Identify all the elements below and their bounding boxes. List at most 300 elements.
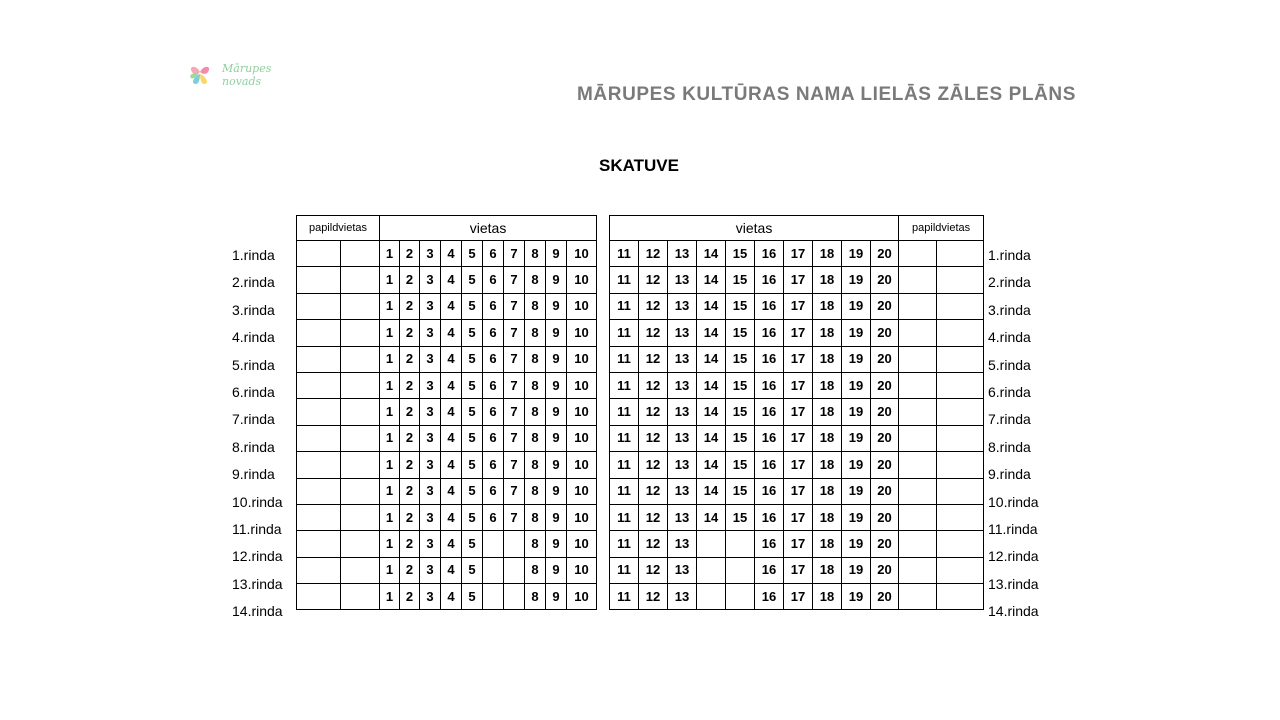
seat-cell: 13 bbox=[668, 293, 697, 319]
seat-cell: 19 bbox=[842, 346, 871, 372]
extra-seat-cell bbox=[297, 452, 341, 478]
seat-cell: 18 bbox=[813, 372, 842, 398]
logo-text: Mārupes novads bbox=[222, 62, 272, 88]
seat-cell: 17 bbox=[784, 346, 813, 372]
seat-cell: 19 bbox=[842, 293, 871, 319]
seat-cell: 3 bbox=[420, 399, 441, 425]
seat-cell: 3 bbox=[420, 267, 441, 293]
seat-cell: 19 bbox=[842, 531, 871, 557]
extra-seat-cell bbox=[899, 372, 937, 398]
seat-cell: 11 bbox=[610, 557, 639, 583]
empty-seat-cell bbox=[483, 531, 504, 557]
seat-cell: 10 bbox=[567, 267, 597, 293]
seat-cell: 10 bbox=[567, 584, 597, 610]
seat-cell: 4 bbox=[441, 346, 462, 372]
seat-cell: 18 bbox=[813, 320, 842, 346]
seat-row bbox=[610, 293, 984, 319]
seat-cell: 16 bbox=[755, 557, 784, 583]
seat-cell: 3 bbox=[420, 241, 441, 267]
extra-seat-cell bbox=[297, 267, 341, 293]
seat-cell: 12 bbox=[639, 452, 668, 478]
row-label: 8.rinda bbox=[232, 438, 275, 455]
seat-cell: 4 bbox=[441, 320, 462, 346]
seat-row bbox=[610, 425, 984, 451]
seat-cell: 10 bbox=[567, 531, 597, 557]
seat-cell: 1 bbox=[380, 267, 400, 293]
seat-cell: 2 bbox=[400, 372, 420, 398]
seat-cell: 8 bbox=[525, 346, 546, 372]
empty-seat-cell bbox=[726, 584, 755, 610]
seat-cell: 7 bbox=[504, 504, 525, 530]
seat-row bbox=[297, 267, 597, 293]
seat-cell: 15 bbox=[726, 452, 755, 478]
extra-seat-cell bbox=[297, 504, 341, 530]
seat-cell: 7 bbox=[504, 241, 525, 267]
extra-seat-cell bbox=[341, 584, 380, 610]
seat-cell: 5 bbox=[462, 320, 483, 346]
seat-cell: 16 bbox=[755, 399, 784, 425]
seat-cell: 3 bbox=[420, 293, 441, 319]
seat-cell: 5 bbox=[462, 478, 483, 504]
seat-cell: 2 bbox=[400, 425, 420, 451]
row-label: 4.rinda bbox=[988, 329, 1031, 346]
extra-seat-cell bbox=[297, 293, 341, 319]
seat-cell: 4 bbox=[441, 531, 462, 557]
seat-cell: 10 bbox=[567, 346, 597, 372]
seat-cell: 14 bbox=[697, 293, 726, 319]
seat-cell: 5 bbox=[462, 584, 483, 610]
seat-cell: 8 bbox=[525, 557, 546, 583]
seat-cell: 4 bbox=[441, 241, 462, 267]
seat-cell: 8 bbox=[525, 320, 546, 346]
seat-cell: 1 bbox=[380, 478, 400, 504]
seat-cell: 11 bbox=[610, 372, 639, 398]
seat-cell: 1 bbox=[380, 531, 400, 557]
seat-cell: 4 bbox=[441, 372, 462, 398]
seat-cell: 12 bbox=[639, 320, 668, 346]
row-label: 12.rinda bbox=[232, 548, 283, 565]
extra-seat-cell bbox=[341, 399, 380, 425]
seat-cell: 8 bbox=[525, 584, 546, 610]
seat-cell: 20 bbox=[871, 346, 899, 372]
seat-cell: 2 bbox=[400, 399, 420, 425]
seat-cell: 3 bbox=[420, 320, 441, 346]
seat-cell: 17 bbox=[784, 504, 813, 530]
seat-cell: 15 bbox=[726, 320, 755, 346]
seat-cell: 6 bbox=[483, 346, 504, 372]
seat-cell: 8 bbox=[525, 531, 546, 557]
empty-seat-cell bbox=[504, 531, 525, 557]
seat-cell: 10 bbox=[567, 320, 597, 346]
seat-cell: 19 bbox=[842, 557, 871, 583]
extra-seat-cell bbox=[937, 346, 984, 372]
seat-cell: 19 bbox=[842, 241, 871, 267]
seat-cell: 15 bbox=[726, 372, 755, 398]
seat-cell: 5 bbox=[462, 241, 483, 267]
row-label: 12.rinda bbox=[988, 548, 1039, 565]
seat-cell: 10 bbox=[567, 241, 597, 267]
extra-seat-cell bbox=[899, 531, 937, 557]
seat-cell: 4 bbox=[441, 478, 462, 504]
seat-cell: 14 bbox=[697, 241, 726, 267]
seat-cell: 2 bbox=[400, 478, 420, 504]
seat-cell: 8 bbox=[525, 452, 546, 478]
seat-cell: 4 bbox=[441, 267, 462, 293]
seat-row bbox=[297, 399, 597, 425]
seat-cell: 8 bbox=[525, 425, 546, 451]
seat-cell: 1 bbox=[380, 399, 400, 425]
seat-cell: 11 bbox=[610, 293, 639, 319]
seat-cell: 9 bbox=[546, 557, 567, 583]
extra-seat-cell bbox=[341, 478, 380, 504]
seat-cell: 5 bbox=[462, 425, 483, 451]
seat-cell: 3 bbox=[420, 504, 441, 530]
extra-seat-cell bbox=[341, 557, 380, 583]
seat-cell: 12 bbox=[639, 557, 668, 583]
seat-cell: 17 bbox=[784, 241, 813, 267]
seat-cell: 9 bbox=[546, 531, 567, 557]
extra-seat-cell bbox=[937, 531, 984, 557]
seat-cell: 11 bbox=[610, 452, 639, 478]
seat-row bbox=[610, 399, 984, 425]
seat-cell: 4 bbox=[441, 293, 462, 319]
seat-cell: 1 bbox=[380, 504, 400, 530]
seat-row bbox=[610, 504, 984, 530]
seat-cell: 4 bbox=[441, 399, 462, 425]
seat-cell: 14 bbox=[697, 504, 726, 530]
seat-cell: 14 bbox=[697, 478, 726, 504]
extra-seat-cell bbox=[899, 293, 937, 319]
seat-cell: 6 bbox=[483, 267, 504, 293]
row-label: 11.rinda bbox=[988, 520, 1038, 537]
extra-seat-cell bbox=[937, 425, 984, 451]
seat-cell: 15 bbox=[726, 504, 755, 530]
empty-seat-cell bbox=[726, 531, 755, 557]
seat-cell: 20 bbox=[871, 320, 899, 346]
seat-cell: 13 bbox=[668, 399, 697, 425]
seat-cell: 6 bbox=[483, 399, 504, 425]
seat-row bbox=[610, 557, 984, 583]
seat-cell: 13 bbox=[668, 346, 697, 372]
seat-cell: 15 bbox=[726, 293, 755, 319]
seat-cell: 14 bbox=[697, 320, 726, 346]
row-label: 10.rinda bbox=[232, 493, 283, 510]
row-label: 13.rinda bbox=[232, 575, 283, 592]
extra-seat-cell bbox=[937, 399, 984, 425]
row-label: 3.rinda bbox=[988, 301, 1031, 318]
seat-cell: 18 bbox=[813, 504, 842, 530]
row-label: 13.rinda bbox=[988, 575, 1039, 592]
seat-cell: 18 bbox=[813, 478, 842, 504]
seat-cell: 8 bbox=[525, 399, 546, 425]
empty-seat-cell bbox=[483, 557, 504, 583]
seat-cell: 19 bbox=[842, 584, 871, 610]
seat-cell: 12 bbox=[639, 267, 668, 293]
seat-cell: 3 bbox=[420, 478, 441, 504]
seat-cell: 7 bbox=[504, 399, 525, 425]
extra-seat-cell bbox=[341, 267, 380, 293]
seat-cell: 5 bbox=[462, 557, 483, 583]
seat-cell: 13 bbox=[668, 504, 697, 530]
seat-cell: 4 bbox=[441, 557, 462, 583]
seat-cell: 16 bbox=[755, 531, 784, 557]
seat-cell: 10 bbox=[567, 399, 597, 425]
seat-grid-right bbox=[609, 215, 984, 610]
seat-cell: 17 bbox=[784, 293, 813, 319]
extra-seat-cell bbox=[297, 320, 341, 346]
header-extra-seats: papildvietas bbox=[297, 216, 380, 241]
extra-seat-cell bbox=[297, 531, 341, 557]
header-row bbox=[610, 216, 984, 241]
seat-cell: 1 bbox=[380, 452, 400, 478]
seat-cell: 17 bbox=[784, 372, 813, 398]
seat-cell: 15 bbox=[726, 425, 755, 451]
seat-cell: 1 bbox=[380, 425, 400, 451]
extra-seat-cell bbox=[341, 531, 380, 557]
seat-cell: 20 bbox=[871, 241, 899, 267]
extra-seat-cell bbox=[297, 346, 341, 372]
seat-cell: 7 bbox=[504, 372, 525, 398]
seat-cell: 2 bbox=[400, 346, 420, 372]
extra-seat-cell bbox=[341, 346, 380, 372]
extra-seat-cell bbox=[297, 584, 341, 610]
seat-cell: 19 bbox=[842, 399, 871, 425]
extra-seat-cell bbox=[937, 320, 984, 346]
seat-cell: 14 bbox=[697, 399, 726, 425]
empty-seat-cell bbox=[697, 584, 726, 610]
seat-cell: 15 bbox=[726, 399, 755, 425]
seat-row bbox=[297, 320, 597, 346]
seat-cell: 11 bbox=[610, 478, 639, 504]
seat-cell: 5 bbox=[462, 267, 483, 293]
row-label: 2.rinda bbox=[232, 274, 275, 291]
seat-cell: 9 bbox=[546, 584, 567, 610]
seat-cell: 9 bbox=[546, 267, 567, 293]
row-label: 1.rinda bbox=[232, 247, 275, 263]
seat-cell: 8 bbox=[525, 293, 546, 319]
seat-cell: 4 bbox=[441, 504, 462, 530]
seat-cell: 13 bbox=[668, 531, 697, 557]
seat-cell: 2 bbox=[400, 584, 420, 610]
seat-cell: 8 bbox=[525, 504, 546, 530]
seat-cell: 19 bbox=[842, 504, 871, 530]
extra-seat-cell bbox=[341, 372, 380, 398]
seat-cell: 20 bbox=[871, 399, 899, 425]
seat-cell: 9 bbox=[546, 293, 567, 319]
seat-row bbox=[297, 584, 597, 610]
seat-cell: 10 bbox=[567, 372, 597, 398]
seat-row bbox=[297, 531, 597, 557]
seat-cell: 7 bbox=[504, 293, 525, 319]
extra-seat-cell bbox=[937, 478, 984, 504]
seat-cell: 18 bbox=[813, 267, 842, 293]
seat-cell: 2 bbox=[400, 452, 420, 478]
seat-cell: 1 bbox=[380, 320, 400, 346]
seat-cell: 17 bbox=[784, 267, 813, 293]
seat-cell: 5 bbox=[462, 346, 483, 372]
extra-seat-cell bbox=[899, 584, 937, 610]
seat-row bbox=[297, 557, 597, 583]
extra-seat-cell bbox=[899, 320, 937, 346]
seat-cell: 12 bbox=[639, 504, 668, 530]
extra-seat-cell bbox=[297, 425, 341, 451]
seat-cell: 6 bbox=[483, 452, 504, 478]
seat-row bbox=[297, 241, 597, 267]
row-label: 6.rinda bbox=[232, 383, 275, 400]
extra-seat-cell bbox=[341, 425, 380, 451]
seat-cell: 11 bbox=[610, 504, 639, 530]
seat-row bbox=[297, 478, 597, 504]
seat-cell: 5 bbox=[462, 504, 483, 530]
seat-cell: 6 bbox=[483, 425, 504, 451]
seat-cell: 10 bbox=[567, 478, 597, 504]
seat-row bbox=[610, 531, 984, 557]
seat-cell: 12 bbox=[639, 584, 668, 610]
empty-seat-cell bbox=[726, 557, 755, 583]
seat-cell: 13 bbox=[668, 452, 697, 478]
seat-cell: 11 bbox=[610, 241, 639, 267]
seat-cell: 6 bbox=[483, 241, 504, 267]
seat-cell: 11 bbox=[610, 320, 639, 346]
seat-cell: 7 bbox=[504, 346, 525, 372]
extra-seat-cell bbox=[341, 320, 380, 346]
seat-cell: 12 bbox=[639, 399, 668, 425]
row-labels-right bbox=[988, 242, 1058, 625]
extra-seat-cell bbox=[899, 399, 937, 425]
seat-cell: 20 bbox=[871, 531, 899, 557]
row-labels-left bbox=[232, 242, 294, 625]
seat-cell: 9 bbox=[546, 241, 567, 267]
seat-row bbox=[297, 372, 597, 398]
marupes-logo bbox=[184, 58, 284, 94]
seat-cell: 16 bbox=[755, 241, 784, 267]
seat-cell: 19 bbox=[842, 478, 871, 504]
seat-cell: 7 bbox=[504, 478, 525, 504]
seat-row bbox=[297, 504, 597, 530]
seat-cell: 18 bbox=[813, 557, 842, 583]
seat-cell: 12 bbox=[639, 425, 668, 451]
seat-cell: 18 bbox=[813, 293, 842, 319]
extra-seat-cell bbox=[297, 478, 341, 504]
seat-cell: 3 bbox=[420, 425, 441, 451]
seat-cell: 1 bbox=[380, 584, 400, 610]
seat-cell: 18 bbox=[813, 399, 842, 425]
extra-seat-cell bbox=[899, 346, 937, 372]
seat-cell: 18 bbox=[813, 452, 842, 478]
seat-cell: 17 bbox=[784, 478, 813, 504]
seat-cell: 3 bbox=[420, 346, 441, 372]
seat-cell: 6 bbox=[483, 293, 504, 319]
seat-cell: 19 bbox=[842, 372, 871, 398]
row-label: 6.rinda bbox=[988, 383, 1031, 400]
seat-row bbox=[297, 425, 597, 451]
seat-cell: 16 bbox=[755, 452, 784, 478]
extra-seat-cell bbox=[297, 399, 341, 425]
extra-seat-cell bbox=[937, 584, 984, 610]
seat-cell: 2 bbox=[400, 320, 420, 346]
seat-cell: 14 bbox=[697, 346, 726, 372]
seat-cell: 6 bbox=[483, 504, 504, 530]
seat-cell: 17 bbox=[784, 399, 813, 425]
seat-cell: 12 bbox=[639, 372, 668, 398]
seat-cell: 1 bbox=[380, 346, 400, 372]
row-label: 5.rinda bbox=[988, 356, 1031, 373]
seat-row bbox=[610, 478, 984, 504]
seat-cell: 19 bbox=[842, 267, 871, 293]
heart-clover-icon bbox=[184, 58, 216, 90]
header-seats: vietas bbox=[380, 216, 597, 241]
empty-seat-cell bbox=[483, 584, 504, 610]
seat-cell: 12 bbox=[639, 478, 668, 504]
seat-cell: 11 bbox=[610, 584, 639, 610]
seat-row bbox=[297, 293, 597, 319]
seat-cell: 5 bbox=[462, 293, 483, 319]
empty-seat-cell bbox=[504, 557, 525, 583]
seat-row bbox=[610, 241, 984, 267]
seat-cell: 13 bbox=[668, 478, 697, 504]
seat-cell: 15 bbox=[726, 478, 755, 504]
row-label: 9.rinda bbox=[988, 466, 1031, 483]
seat-cell: 16 bbox=[755, 504, 784, 530]
seat-cell: 11 bbox=[610, 267, 639, 293]
extra-seat-cell bbox=[937, 241, 984, 267]
seat-cell: 2 bbox=[400, 293, 420, 319]
seat-cell: 13 bbox=[668, 372, 697, 398]
seat-cell: 3 bbox=[420, 584, 441, 610]
seat-cell: 14 bbox=[697, 267, 726, 293]
seat-cell: 20 bbox=[871, 293, 899, 319]
row-label: 4.rinda bbox=[232, 329, 275, 346]
seat-cell: 19 bbox=[842, 452, 871, 478]
seat-cell: 17 bbox=[784, 557, 813, 583]
seat-cell: 9 bbox=[546, 320, 567, 346]
header-seats: vietas bbox=[610, 216, 899, 241]
seat-cell: 1 bbox=[380, 241, 400, 267]
stage-label: SKATUVE bbox=[599, 156, 679, 175]
seat-cell: 12 bbox=[639, 346, 668, 372]
row-label: 8.rinda bbox=[988, 438, 1031, 455]
seat-cell: 19 bbox=[842, 425, 871, 451]
seat-cell: 10 bbox=[567, 504, 597, 530]
seat-cell: 1 bbox=[380, 293, 400, 319]
seat-cell: 7 bbox=[504, 425, 525, 451]
seat-row bbox=[610, 584, 984, 610]
row-label: 14.rinda bbox=[232, 603, 283, 620]
seat-cell: 2 bbox=[400, 504, 420, 530]
seat-cell: 11 bbox=[610, 399, 639, 425]
seat-cell: 5 bbox=[462, 531, 483, 557]
extra-seat-cell bbox=[899, 557, 937, 583]
row-label: 10.rinda bbox=[988, 493, 1039, 510]
seat-cell: 15 bbox=[726, 241, 755, 267]
seat-cell: 13 bbox=[668, 425, 697, 451]
row-label: 5.rinda bbox=[232, 356, 275, 373]
seat-cell: 10 bbox=[567, 425, 597, 451]
seat-cell: 5 bbox=[462, 399, 483, 425]
seat-cell: 20 bbox=[871, 504, 899, 530]
seat-cell: 11 bbox=[610, 425, 639, 451]
seat-cell: 6 bbox=[483, 478, 504, 504]
seat-cell: 17 bbox=[784, 425, 813, 451]
row-label: 7.rinda bbox=[232, 411, 275, 428]
row-label: 1.rinda bbox=[988, 247, 1031, 263]
seat-cell: 17 bbox=[784, 531, 813, 557]
seat-cell: 3 bbox=[420, 372, 441, 398]
seat-cell: 4 bbox=[441, 452, 462, 478]
extra-seat-cell bbox=[899, 504, 937, 530]
extra-seat-cell bbox=[937, 452, 984, 478]
seat-cell: 13 bbox=[668, 267, 697, 293]
